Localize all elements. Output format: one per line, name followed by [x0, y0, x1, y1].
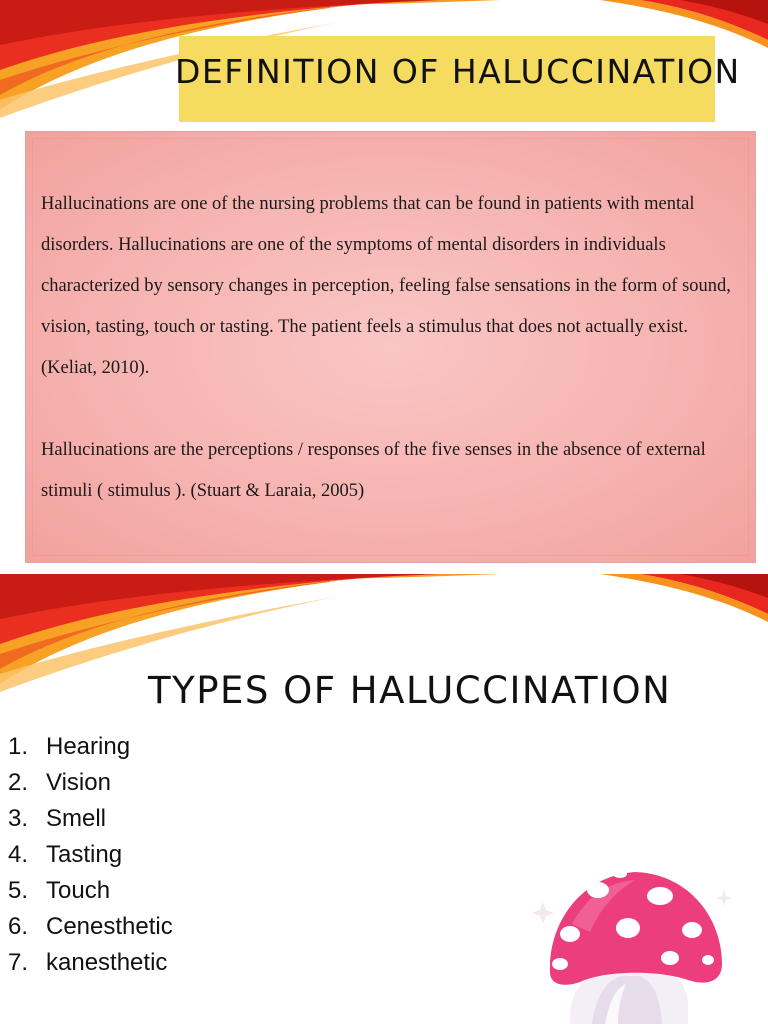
list-item: [8, 729, 173, 765]
list-number: 7.: [8, 949, 29, 976]
list-item: [8, 801, 173, 837]
types-list: [8, 729, 173, 981]
mushroom-illustration: [510, 864, 768, 1024]
list-item: [8, 945, 173, 981]
list-number: 5.: [8, 877, 29, 904]
definition-box: [25, 131, 756, 563]
list-number: 1.: [8, 733, 29, 760]
definition-paragraph-2: Hallucinations are the perceptions / responses of the five senses in the absence of external stimuli ( stimulus ). (Stuart & Laraia, 2005): [41, 440, 706, 501]
slide-title: DEFINITION OF HALUCCINATION: [175, 52, 741, 91]
list-item: [8, 909, 173, 945]
list-number: 3.: [8, 805, 29, 832]
list-item-label: Tasting: [46, 841, 123, 868]
definition-paragraph-1: Hallucinations are one of the nursing problems that can be found in patients with mental disorders. Hallucinations are one of the symptoms of mental disorders in individuals characterized by sensory changes in perception, feeling false sensations in the form of sound, vision, tasting, touch or tasting. The patient feels a stimulus that does not actually exist. (Keliat, 2010).: [41, 194, 731, 378]
list-item-label: Vision: [46, 769, 111, 796]
slide-title: TYPES OF HALUCCINATION: [148, 669, 672, 712]
list-item-label: Touch: [46, 877, 111, 904]
list-item-label: kanesthetic: [46, 949, 168, 976]
list-item: [8, 873, 173, 909]
list-item-label: Hearing: [46, 733, 131, 760]
list-item-label: Smell: [46, 805, 107, 832]
list-number: 4.: [8, 841, 29, 868]
list-item-label: Cenesthetic: [46, 913, 173, 940]
list-item: [8, 837, 173, 873]
list-item: [8, 765, 173, 801]
list-number: 2.: [8, 769, 29, 796]
list-number: 6.: [8, 913, 29, 940]
slide-types: [0, 574, 768, 1024]
